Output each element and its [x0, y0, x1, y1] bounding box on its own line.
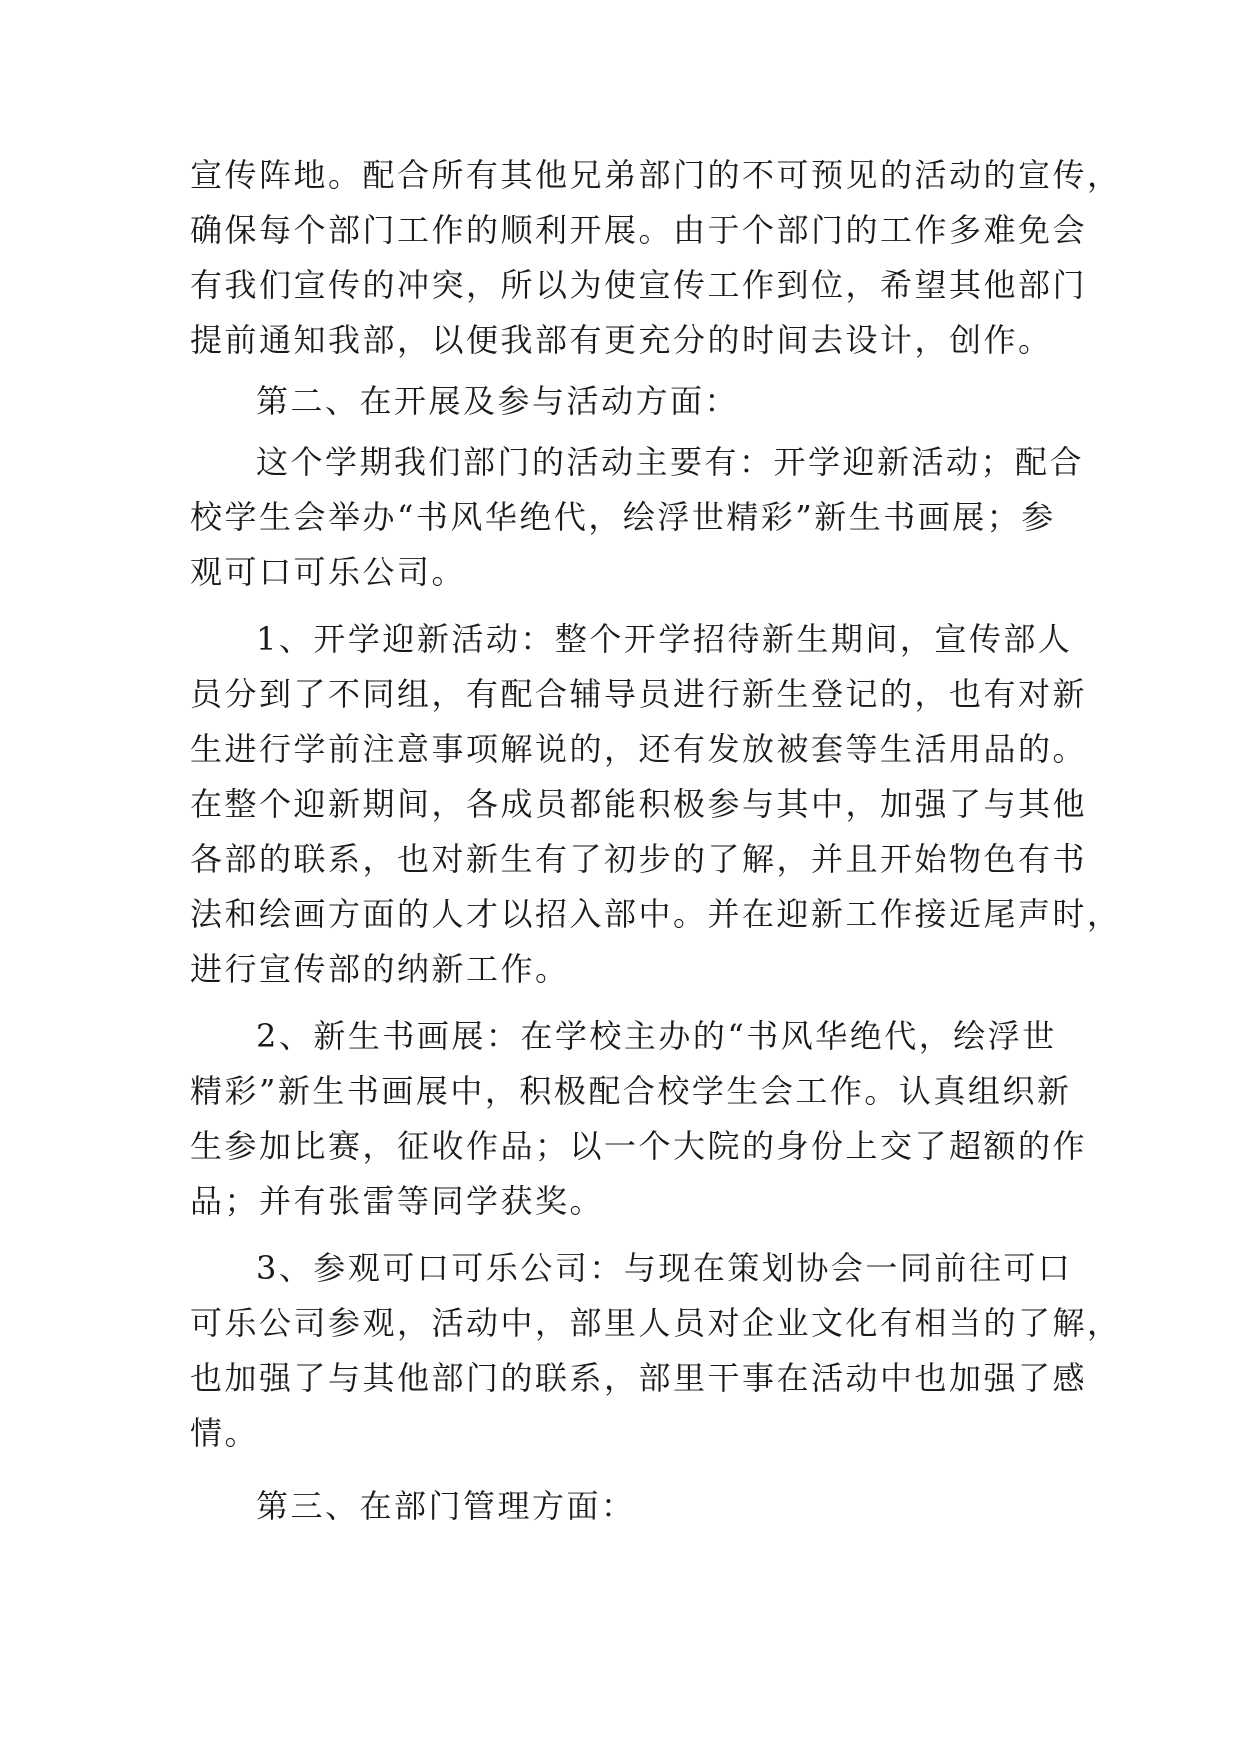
text-line: 校学生会举办“书风华绝代，绘浮世精彩”新生书画展；参 — [190, 498, 1056, 536]
text-line: 在整个迎新期间，各成员都能积极参与其中，加强了与其他 — [190, 785, 1088, 823]
text-line: 进行宣传部的纳新工作。 — [190, 950, 570, 988]
section-heading-management — [190, 1479, 1090, 1534]
text-line: 法和绘画方面的人才以招入部中。并在迎新工作接近尾声时， — [190, 895, 1122, 933]
text-line: 2、新生书画展：在学校主办的“书风华绝代，绘浮世 — [256, 1017, 1057, 1055]
document-body — [190, 148, 1122, 1534]
text-line: 精彩”新生书画展中，积极配合校学生会工作。认真组织新 — [190, 1072, 1072, 1110]
paragraph-item-2 — [190, 1009, 1090, 1229]
section-heading-activities — [190, 374, 1090, 429]
text-line: 员分到了不同组，有配合辅导员进行新生登记的，也有对新 — [190, 675, 1088, 713]
text-line: 观可口可乐公司。 — [190, 553, 467, 591]
text-line: 提前通知我部，以便我部有更充分的时间去设计，创作。 — [190, 321, 1053, 359]
text-line: 有我们宣传的冲突，所以为使宣传工作到位，希望其他部门 — [190, 266, 1088, 304]
paragraph-item-1 — [190, 612, 1122, 997]
paragraph-item-3 — [190, 1241, 1122, 1461]
text-line: 生进行学前注意事项解说的，还有发放被套等生活用品的。 — [190, 730, 1088, 768]
text-line: 各部的联系，也对新生有了初步的了解，并且开始物色有书 — [190, 840, 1088, 878]
text-line: 1、开学迎新活动：整个开学招待新生期间，宣传部人 — [256, 620, 1073, 658]
text-line: 情。 — [190, 1414, 260, 1452]
paragraph-activities-summary — [190, 435, 1090, 600]
paragraph-intro-continuation — [190, 148, 1122, 368]
text-line: 可乐公司参观，活动中，部里人员对企业文化有相当的了解， — [190, 1304, 1122, 1342]
text-line: 宣传阵地。配合所有其他兄弟部门的不可预见的活动的宣传， — [190, 156, 1122, 194]
text-line: 这个学期我们部门的活动主要有：开学迎新活动；配合 — [256, 443, 1085, 481]
text-line: 第三、在部门管理方面： — [256, 1487, 636, 1525]
text-line: 生参加比赛，征收作品；以一个大院的身份上交了超额的作 — [190, 1127, 1088, 1165]
text-line: 3、参观可口可乐公司：与现在策划协会一同前往可口 — [256, 1249, 1073, 1287]
text-line: 确保每个部门工作的顺利开展。由于个部门的工作多难免会 — [190, 211, 1088, 249]
text-line: 也加强了与其他部门的联系，部里干事在活动中也加强了感 — [190, 1359, 1088, 1397]
text-line: 品；并有张雷等同学获奖。 — [190, 1182, 605, 1220]
text-line: 第二、在开展及参与活动方面： — [256, 382, 740, 420]
